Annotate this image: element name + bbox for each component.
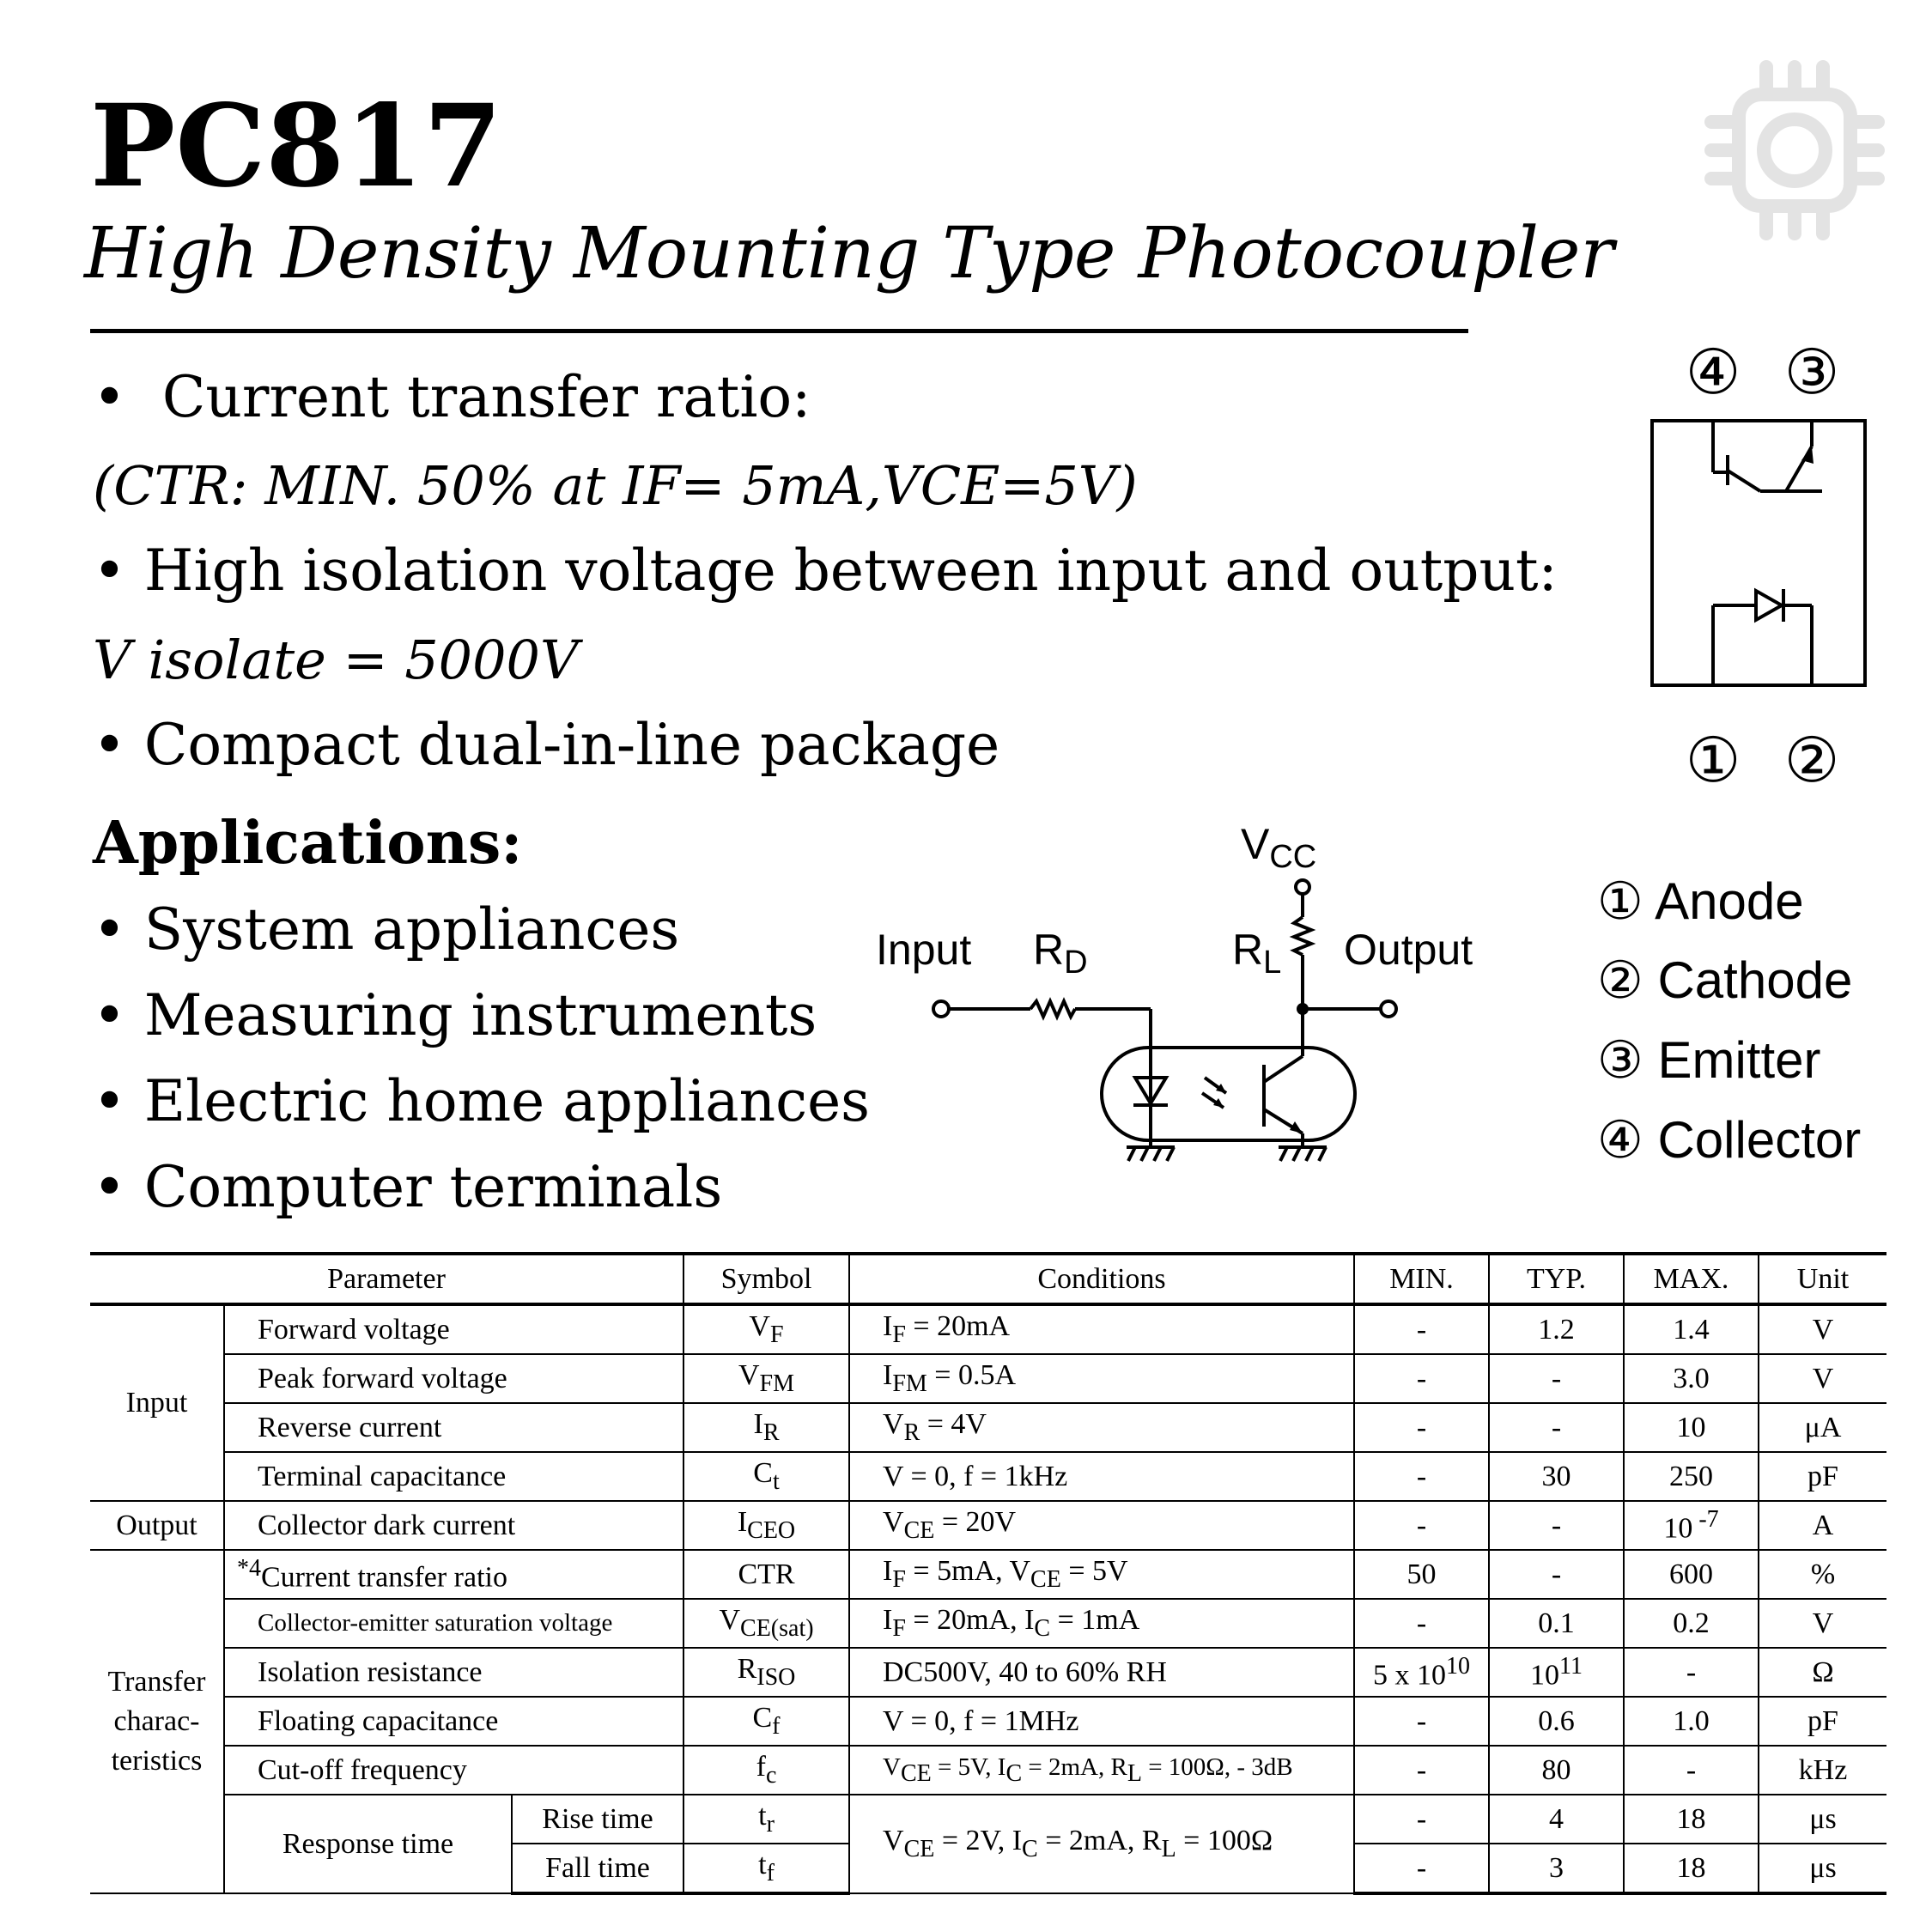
pin-number: ④ [1685,336,1741,408]
col-header-typ: TYP. [1489,1254,1624,1304]
min-cell: - [1354,1354,1489,1403]
typ-cell: 0.6 [1489,1697,1624,1746]
pin-name: Emitter [1657,1031,1821,1089]
unit-cell: Ω [1759,1648,1886,1697]
pin-number: ① [1685,724,1741,796]
typ-cell: 3 [1489,1844,1624,1893]
application-item: • Measuring instruments [93,982,817,1048]
symbol-cell: $V_{CE(sat)}$ [683,1599,849,1648]
bullet: • [93,364,126,430]
application-circuit-diagram [859,807,1511,1202]
table-row [90,1697,1886,1746]
param-cell: $^{*4}$Current transfer ratio [224,1550,683,1599]
feature-isolation-detail: V isolate = 5000V [93,629,579,691]
pin-name: Anode [1655,872,1804,930]
typ-cell: - [1489,1354,1624,1403]
unit-cell: μs [1759,1795,1886,1844]
min-cell: - [1354,1599,1489,1648]
unit-cell: V [1759,1599,1886,1648]
param-cell: Collector-emitter saturation voltage [224,1599,683,1648]
symbol-cell: $V_{FM}$ [683,1354,849,1403]
typ-cell: $10^{11}$ [1489,1648,1624,1697]
min-cell: - [1354,1697,1489,1746]
unit-cell: μs [1759,1844,1886,1893]
pin-number: ③ [1597,1031,1643,1089]
response-time-label: Response time [224,1795,512,1893]
input-label: Input [876,926,972,974]
pin-number: ② [1783,724,1840,796]
applications-heading: Applications: [93,809,523,878]
unit-cell: V [1759,1354,1886,1403]
bullet: • [93,712,126,778]
col-header-unit: Unit [1759,1254,1886,1304]
param-cell: Fall time [512,1844,683,1893]
min-cell: - [1354,1452,1489,1501]
typ-cell: 4 [1489,1795,1624,1844]
feature-ctr-detail: (CTR: MIN. 50% at IF= 5mA,VCE=5V) [93,454,1138,517]
param-cell: Peak forward voltage [224,1354,683,1403]
min-cell: - [1354,1403,1489,1452]
rl-label: $R_L$ [1232,926,1282,981]
table-row [90,1746,1886,1795]
min-cell: - [1354,1501,1489,1550]
typ-cell: - [1489,1403,1624,1452]
rd-label: $R_D$ [1033,926,1088,981]
feature-isolation [93,538,1558,604]
conditions-cell: $V_{CE} = 20V$ [849,1501,1354,1550]
min-cell: - [1354,1844,1489,1893]
application-item: • Computer terminals [93,1154,723,1220]
symbol-cell: $C_t$ [683,1452,849,1501]
table-row [90,1452,1886,1501]
table-row [90,1501,1886,1550]
conditions-cell: $I_F = 20mA$ [849,1304,1354,1354]
max-cell: 600 [1624,1550,1759,1599]
group-label-output: Output [90,1501,224,1550]
symbol-cell: $R_{ISO}$ [683,1648,849,1697]
min-cell: - [1354,1795,1489,1844]
pin-number: ② [1597,951,1643,1009]
max-cell: 3.0 [1624,1354,1759,1403]
max-cell: 250 [1624,1452,1759,1501]
chip-icon [1704,60,1885,240]
table-row [90,1354,1886,1403]
conditions-cell: $V_R = 4V$ [849,1403,1354,1452]
package-pinout-diagram [1631,335,1889,799]
unit-cell: pF [1759,1697,1886,1746]
electro-optical-characteristics-table [90,1252,1886,1895]
unit-cell: kHz [1759,1746,1886,1795]
vcc-label: $V_{CC}$ [1241,820,1317,875]
min-cell: - [1354,1746,1489,1795]
symbol-cell: CTR [683,1550,849,1599]
typ-cell: - [1489,1501,1624,1550]
symbol-cell: $I_R$ [683,1403,849,1452]
bullet: • [93,538,126,604]
pin-name: Cathode [1657,951,1853,1009]
param-cell: Collector dark current [224,1501,683,1550]
max-cell: 1.4 [1624,1304,1759,1354]
pin-name: Collector [1657,1111,1862,1169]
feature-package [93,712,1000,778]
typ-cell: - [1489,1550,1624,1599]
application-text: Computer terminals [143,1154,723,1220]
page-title: PC817 [90,80,502,213]
group-label-input: Input [90,1304,224,1501]
table-row [90,1599,1886,1648]
conditions-cell: $I_F = 5mA$, $V_{CE} = 5V$ [849,1550,1354,1599]
feature-ctr [93,364,811,430]
table-header-row [90,1254,1886,1304]
param-cell: Terminal capacitance [224,1452,683,1501]
max-cell: 10 $^{-7}$ [1624,1501,1759,1550]
param-cell: Isolation resistance [224,1648,683,1697]
max-cell: 0.2 [1624,1599,1759,1648]
application-text: Measuring instruments [143,982,817,1048]
pin-legend-emitter [1597,1031,1821,1089]
application-text: Electric home appliances [143,1068,871,1134]
max-cell: - [1624,1648,1759,1697]
col-header-parameter: Parameter [90,1254,683,1304]
pin-number: ③ [1783,336,1840,408]
param-cell: Cut-off frequency [224,1746,683,1795]
conditions-cell: $V_{CE} = 2V$, $I_C = 2mA$, $R_L = 100\Omega$ [849,1795,1354,1893]
application-item: • System appliances [93,896,680,963]
conditions-cell: $I_{FM} = 0.5A$ [849,1354,1354,1403]
pin-legend-cathode [1597,951,1853,1009]
application-text: System appliances [143,896,680,963]
max-cell: 1.0 [1624,1697,1759,1746]
group-label-transfer: Transfer charac- teristics [90,1550,224,1893]
table-row [90,1795,1886,1844]
unit-cell: % [1759,1550,1886,1599]
max-cell: - [1624,1746,1759,1795]
table-row [90,1403,1886,1452]
min-cell: 5 x $10^{10}$ [1354,1648,1489,1697]
typ-cell: 0.1 [1489,1599,1624,1648]
typ-cell: 30 [1489,1452,1624,1501]
conditions-cell: V = 0, f = 1MHz [849,1697,1354,1746]
param-cell: Reverse current [224,1403,683,1452]
pin-legend-anode [1597,872,1804,930]
symbol-cell: $C_f$ [683,1697,849,1746]
col-header-symbol: Symbol [683,1254,849,1304]
col-header-max: MAX. [1624,1254,1759,1304]
col-header-conditions: Conditions [849,1254,1354,1304]
table-row [90,1304,1886,1354]
symbol-cell: $t_f$ [683,1844,849,1893]
param-cell: Forward voltage [224,1304,683,1354]
symbol-cell: $I_{CEO}$ [683,1501,849,1550]
application-item: • Electric home appliances [93,1068,871,1134]
col-header-min: MIN. [1354,1254,1489,1304]
min-cell: - [1354,1304,1489,1354]
title-divider [90,329,1468,333]
unit-cell: pF [1759,1452,1886,1501]
feature-text: High isolation voltage between input and output: [143,538,1558,604]
max-cell: 18 [1624,1844,1759,1893]
typ-cell: 1.2 [1489,1304,1624,1354]
unit-cell: μA [1759,1403,1886,1452]
conditions-cell: V = 0, f = 1kHz [849,1452,1354,1501]
pin-legend-collector [1597,1111,1862,1169]
param-cell: Floating capacitance [224,1697,683,1746]
conditions-cell: $V_{CE} = 5V$, $I_C = 2mA$, $R_L = 100\Omega$, - 3dB [849,1746,1354,1795]
param-cell: Rise time [512,1795,683,1844]
conditions-cell: $I_F = 20mA$, $I_C = 1mA$ [849,1599,1354,1648]
output-label: Output [1344,926,1473,974]
feature-text: Current transfer ratio: [161,364,811,430]
symbol-cell: $t_r$ [683,1795,849,1844]
table-row [90,1648,1886,1697]
max-cell: 10 [1624,1403,1759,1452]
symbol-cell: $f_c$ [683,1746,849,1795]
feature-text: Compact dual-in-line package [143,712,1000,778]
symbol-cell: $V_F$ [683,1304,849,1354]
pin-number: ① [1597,872,1643,930]
unit-cell: V [1759,1304,1886,1354]
pin-number: ④ [1597,1111,1643,1169]
conditions-cell: DC500V, 40 to 60% RH [849,1648,1354,1697]
table-row [90,1550,1886,1599]
min-cell: 50 [1354,1550,1489,1599]
typ-cell: 80 [1489,1746,1624,1795]
max-cell: 18 [1624,1795,1759,1844]
unit-cell: A [1759,1501,1886,1550]
page-subtitle: High Density Mounting Type Photocoupler [84,213,1614,295]
